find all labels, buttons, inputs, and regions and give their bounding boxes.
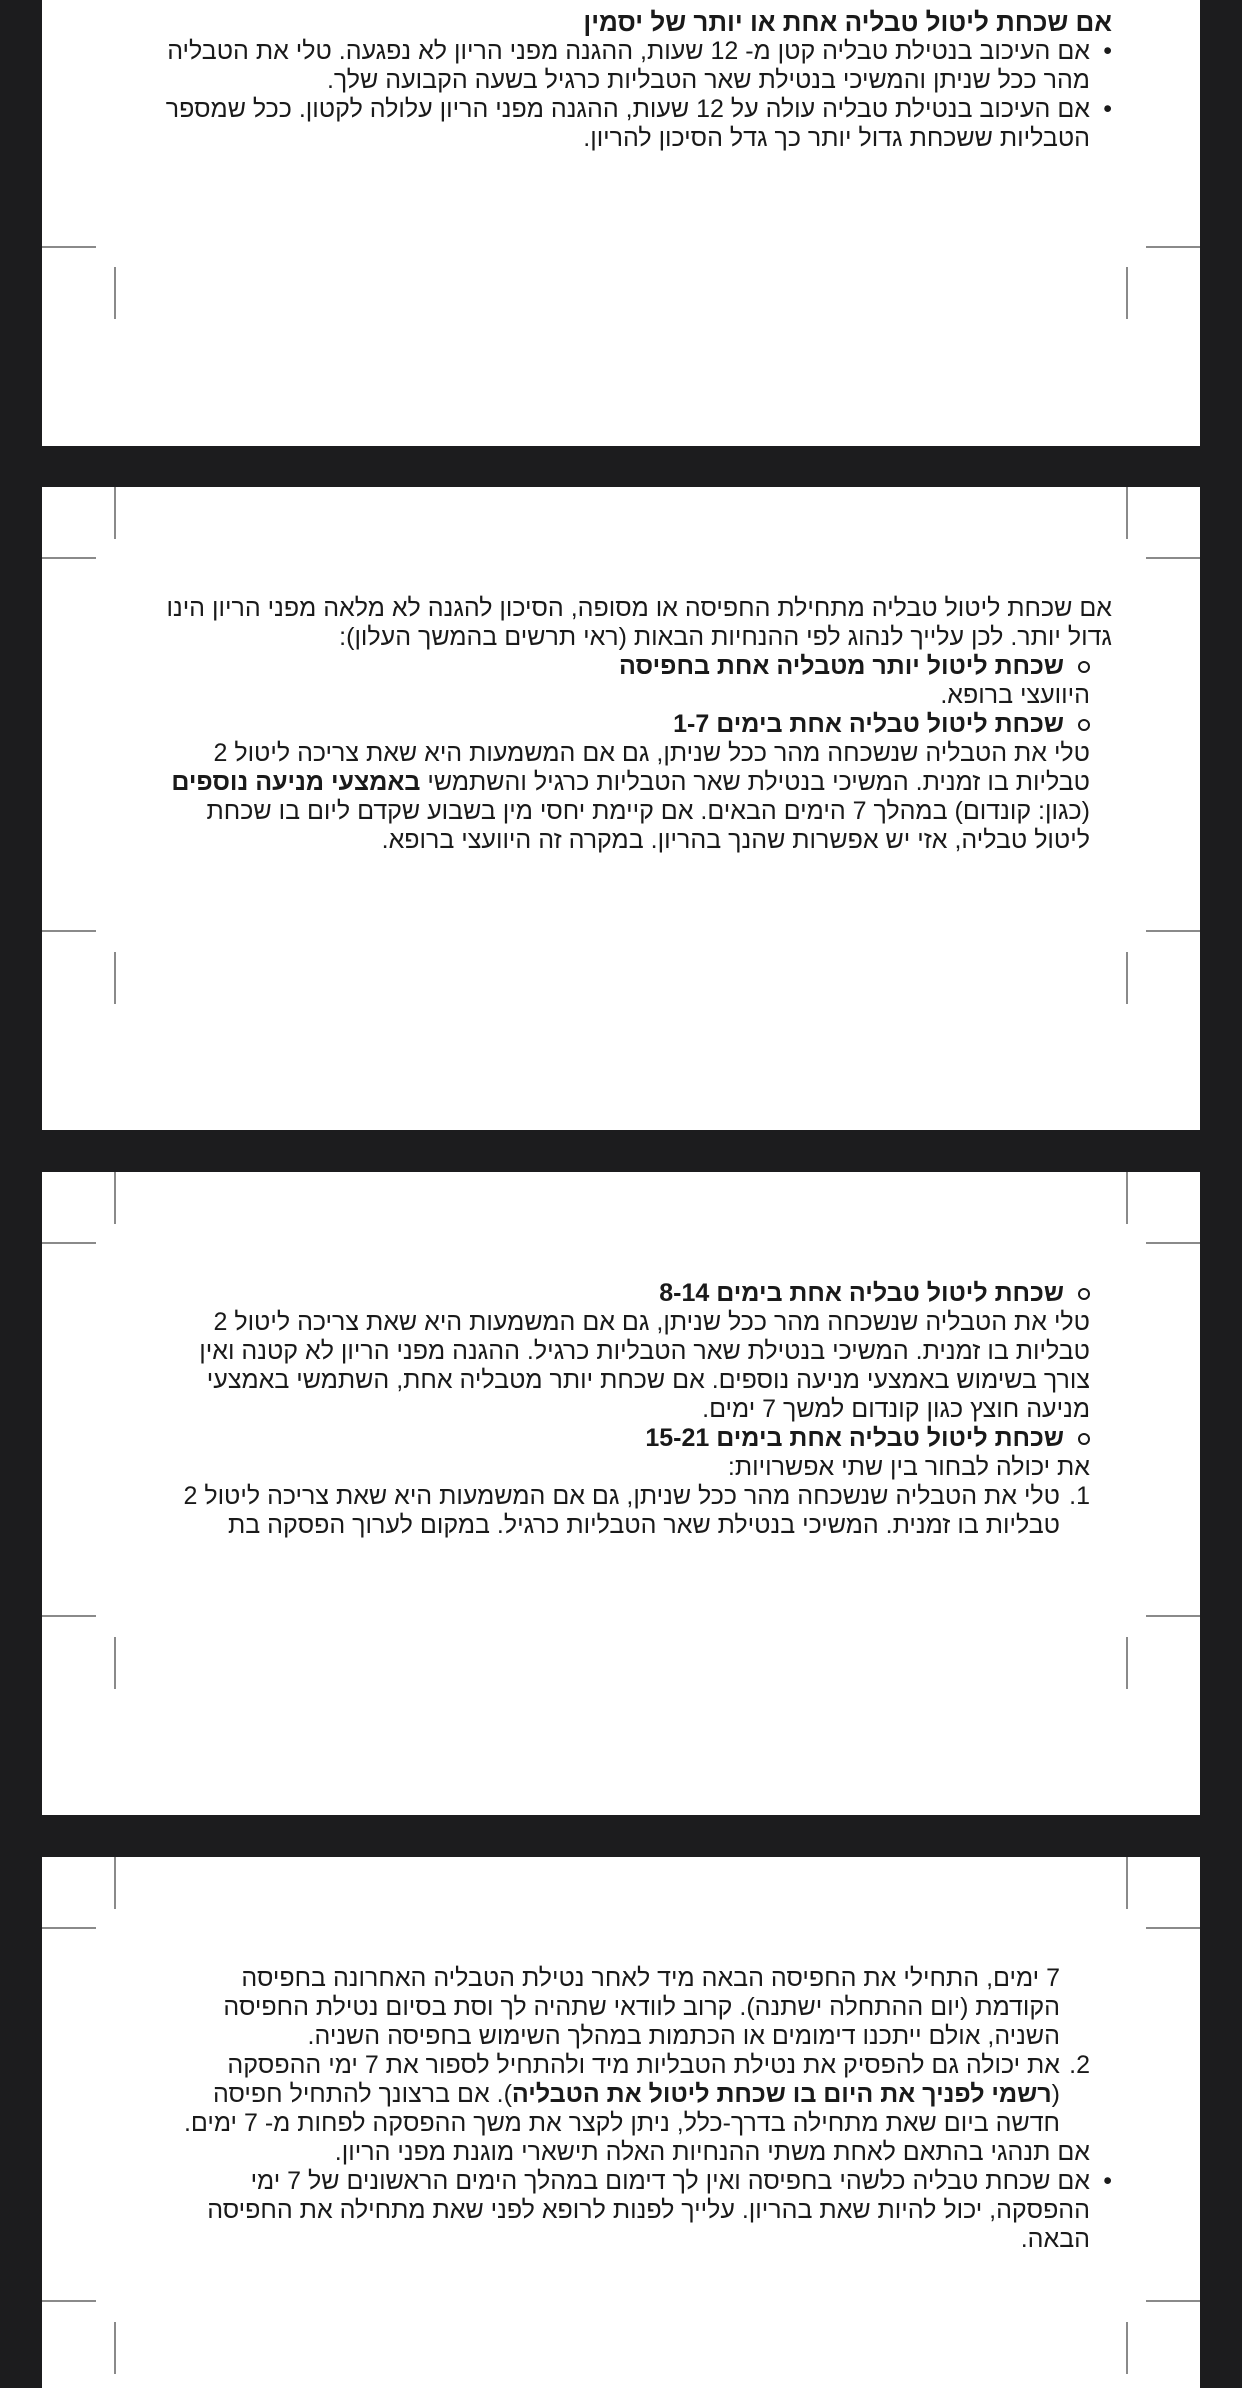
paragraph: טלי את הטבליה שנשכחה מהר ככל שניתן, גם אם המשמעות היא שאת צריכה ליטול 2 טבליות בו זמנית. המשיכי בנטילת שאר הטבליות כרגיל. ההגנה מפני הריון לא קטנה ואין צורך בשימוש באמצעי מניעה נוספים. אם שכחת יותר מטבליה אחת, השתמשי באמצעי מניעה חוצץ כגון קונדום למשך 7 ימים. xyxy=(199,1308,1090,1423)
subsection-heading-text: שכחת ליטול יותר מטבליה אחת בחפיסה xyxy=(619,652,1064,680)
paragraph: אם שכחת טבליה כלשהי בחפיסה ואין לך דימום במהלך הימים הראשונים של 7 ימי ההפסקה, יכול להיות שאת בהריון. עלייך לפנות לרופא לפני שאת מתחילה את החפיסה הבאה. xyxy=(207,2167,1090,2253)
document-page-4 xyxy=(42,1857,1200,2388)
paragraph-text: את יכולה גם להפסיק את נטילת הטבליות מיד ולהתחיל לספור את 7 ימי ההפסקה ( xyxy=(227,2051,1060,2108)
crop-mark xyxy=(42,2300,96,2302)
document-page-2 xyxy=(42,487,1200,1130)
paragraph: 7 ימים, התחילי את החפיסה הבאה מיד לאחר נטילת הטבליה האחרונה בחפיסה הקודמת (יום ההתחלה ישתנה). קרוב לוודאי שתהיה לך וסת בסיום נטילת החפיסה השניה, אולם ייתכנו דימומים או הכתמות במהלך השימוש בחפיסה השניה. xyxy=(223,1964,1060,2050)
circle-bullet-icon xyxy=(1078,661,1090,673)
crop-mark xyxy=(1146,1242,1200,1244)
crop-mark xyxy=(42,1615,96,1617)
paragraph: היוועצי ברופא. xyxy=(940,681,1090,709)
numbered-item xyxy=(154,2051,1112,2138)
crop-mark xyxy=(1126,1172,1128,1224)
crop-mark xyxy=(1146,2300,1200,2302)
paragraph xyxy=(154,739,1112,855)
crop-mark xyxy=(114,487,116,539)
crop-mark xyxy=(42,930,96,932)
circle-bullet-icon xyxy=(1078,1288,1090,1300)
subsection-heading-text: שכחת ליטול טבליה אחת בימים 1-7 xyxy=(673,710,1064,738)
subsection-heading xyxy=(154,710,1112,739)
page-2-content xyxy=(154,594,1112,855)
list-item xyxy=(154,37,1112,95)
crop-mark xyxy=(114,1172,116,1224)
paragraph: טלי את הטבליה שנשכחה מהר ככל שניתן, גם אם המשמעות היא שאת צריכה ליטול 2 טבליות בו זמנית. המשיכי בנטילת שאר הטבליות כרגיל. במקום לערוך הפסקה בת xyxy=(183,1482,1060,1539)
paragraph: אם העיכוב בנטילת טבליה עולה על 12 שעות, ההגנה מפני הריון עלולה לקטון. ככל שמספר הטבליות ששכחת גדול יותר כך גדל הסיכון להריון. xyxy=(165,95,1090,152)
subsection-heading xyxy=(154,652,1112,681)
crop-mark xyxy=(42,557,96,559)
crop-mark xyxy=(42,1242,96,1244)
subsection-heading xyxy=(154,1279,1112,1308)
paragraph xyxy=(154,2051,1060,2138)
bullet-icon: • xyxy=(1103,95,1112,123)
crop-mark xyxy=(1126,952,1128,1004)
crop-mark xyxy=(114,1637,116,1689)
crop-mark xyxy=(1146,1615,1200,1617)
page-4-content xyxy=(154,1964,1112,2254)
subsection-heading-text: שכחת ליטול טבליה אחת בימים 15-21 xyxy=(645,1424,1064,1452)
crop-mark xyxy=(1126,1637,1128,1689)
crop-mark xyxy=(42,246,96,248)
numbered-item xyxy=(154,1482,1112,1540)
subsection-heading-text: שכחת ליטול טבליה אחת בימים 8-14 xyxy=(659,1279,1064,1307)
paragraph: אם העיכוב בנטילת טבליה קטן מ- 12 שעות, ההגנה מפני הריון לא נפגעה. טלי את הטבליה מהר ככל שניתן והמשיכי בנטילת שאר הטבליות כרגיל בשעה הקבועה שלך. xyxy=(167,37,1090,94)
list-item xyxy=(154,95,1112,153)
crop-mark xyxy=(1126,2322,1128,2374)
crop-mark xyxy=(1126,487,1128,539)
crop-mark xyxy=(1146,246,1200,248)
paragraph-text: (כגון: קונדום) במהלך 7 הימים הבאים. אם קיימת יחסי מין בשבוע שקדם ליום בו שכחת ליטול טבליה, אזי יש אפשרות שהנך בהריון. במקרה זה היוועצי ברופא. xyxy=(206,797,1090,854)
subsection-heading xyxy=(154,1424,1112,1453)
page-3-content xyxy=(154,1279,1112,1540)
crop-mark xyxy=(114,1857,116,1909)
crop-mark xyxy=(114,2322,116,2374)
paragraph-text: טלי את הטבליה שנשכחה מהר ככל שניתן, גם אם המשמעות היא שאת צריכה ליטול 2 טבליות בו זמנית. המשיכי בנטילת שאר הטבליות כרגיל והשתמשי xyxy=(213,739,1090,796)
list-item xyxy=(154,2167,1112,2254)
crop-mark xyxy=(1146,1927,1200,1929)
crop-mark xyxy=(42,1927,96,1929)
circle-bullet-icon xyxy=(1078,1433,1090,1445)
bullet-icon: • xyxy=(1103,2167,1112,2195)
document-page-3 xyxy=(42,1172,1200,1815)
paragraph: את יכולה לבחור בין שתי אפשרויות: xyxy=(727,1453,1090,1481)
crop-mark xyxy=(1146,930,1200,932)
document-page-1 xyxy=(42,0,1200,446)
emphasis-text: באמצעי מניעה נוספים xyxy=(171,768,421,796)
crop-mark xyxy=(1126,267,1128,319)
crop-mark xyxy=(114,952,116,1004)
section-heading: אם שכחת ליטול טבליה אחת או יותר של יסמין xyxy=(583,7,1112,37)
circle-bullet-icon xyxy=(1078,719,1090,731)
item-number: 2. xyxy=(1069,2051,1090,2079)
emphasis-text: רשמי לפניך את היום בו שכחת ליטול את הטבליה xyxy=(511,2080,1052,2108)
crop-mark xyxy=(114,267,116,319)
page-1-content xyxy=(154,8,1112,153)
intro-paragraph: אם שכחת ליטול טבליה מתחילת החפיסה או מסופה, הסיכון להגנה לא מלאה מפני הריון הינו גדול יותר. לכן עלייך לנהוג לפי ההנחיות הבאות (ראי תרשים בהמשך העלון): xyxy=(166,594,1112,651)
crop-mark xyxy=(1146,557,1200,559)
item-number: 1. xyxy=(1069,1482,1090,1510)
paragraph: אם תנהגי בהתאם לאחת משתי ההנחיות האלה תישארי מוגנת מפני הריון. xyxy=(334,2138,1090,2166)
paragraph-text: ). אם ברצונך להתחיל חפיסה חדשה ביום שאת מתחילה בדרך-כלל, ניתן לקצר את משך ההפסקה לפחות מ- 7 ימים. xyxy=(183,2080,1060,2137)
crop-mark xyxy=(1126,1857,1128,1909)
bullet-icon: • xyxy=(1103,37,1112,65)
